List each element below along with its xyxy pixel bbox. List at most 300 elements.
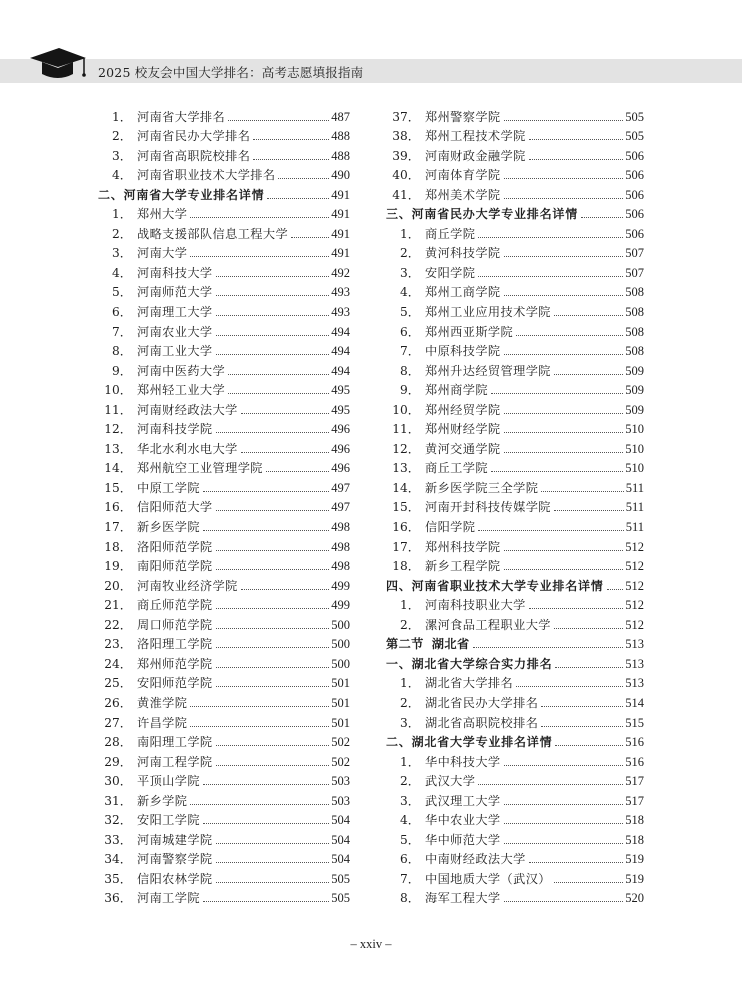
toc-entry [386,417,644,437]
dot-leader [529,139,624,140]
toc-entry-label: 河南工程学院 [137,754,213,769]
toc-page-number: 495 [331,402,350,417]
toc-entry-number: 13． [104,441,132,456]
toc-entry-number: 2． [400,695,420,710]
toc-entry-label: 河南省职业技术大学排名 [137,168,276,183]
toc-entry [386,886,644,906]
toc-entry [386,554,644,574]
toc-page-number: 501 [331,695,350,710]
dot-leader [541,491,623,492]
section-name: 湖北省 [431,637,470,652]
dot-leader [216,335,330,336]
toc-entry [98,339,350,359]
toc-entry [386,299,644,319]
dot-leader [216,550,330,551]
toc-entry [98,104,350,124]
toc-entry-label: 河南农业大学 [137,324,213,339]
dot-leader [504,256,624,257]
toc-entry-number: 3． [400,793,420,808]
dot-leader [607,589,624,590]
dot-leader [504,178,624,179]
dot-leader [491,471,623,472]
toc-subsection-heading [386,202,644,222]
toc-entry-label: 郑州工程技术学院 [425,129,526,144]
toc-entry-label: 洛阳师范学院 [137,539,213,554]
toc-entry [98,378,350,398]
toc-entry-number: 2． [400,774,420,789]
dot-leader [504,804,624,805]
toc-entry-label: 新乡工程学院 [425,559,501,574]
dot-leader [478,276,623,277]
toc-entry-label: 南阳理工学院 [137,735,213,750]
toc-entry-label: 河南科技学院 [137,422,213,437]
toc-entry [386,241,644,261]
dot-leader [529,159,624,160]
toc-entry [98,808,350,828]
dot-leader [228,393,329,394]
toc-entry-number: 25． [104,676,132,691]
toc-entry [98,671,350,691]
toc-entry [98,260,350,280]
dot-leader [216,315,330,316]
toc-entry [98,827,350,847]
toc-page-number: 514 [625,695,644,710]
toc-entry-label: 商丘师范学院 [137,598,213,613]
toc-page-number: 494 [331,363,350,378]
toc-entry [98,514,350,534]
toc-entry-label: 新乡医学院三全学院 [425,480,539,495]
dot-leader [190,804,329,805]
toc-entry-number: 12． [392,441,420,456]
toc-page-number: 519 [625,852,644,867]
toc-page-number: 496 [331,461,350,476]
toc-entry-label: 郑州经贸学院 [425,402,501,417]
toc-entry-number: 10． [392,402,420,417]
toc-entry-number: 4． [400,813,420,828]
toc-page-number: 507 [625,246,644,261]
dot-leader [491,393,623,394]
toc-page-number: 506 [625,187,644,202]
dot-leader [516,686,623,687]
toc-entry-number: 1． [400,754,420,769]
toc-entry-label: 河南理工大学 [137,305,213,320]
toc-entry [98,299,350,319]
toc-page-number: 516 [625,735,644,750]
toc-entry-label: 四、河南省职业技术大学专业排名详情 [386,578,604,593]
toc-entry-number: 11． [392,422,420,437]
toc-entry [386,319,644,339]
toc-page-number: 505 [625,109,644,124]
toc-entry [98,690,350,710]
dot-leader [216,686,330,687]
toc-entry-number: 7． [112,324,132,339]
toc-entry-label: 湖北省民办大学排名 [425,695,539,710]
dot-leader [516,335,623,336]
dot-leader [529,608,624,609]
dot-leader [216,569,330,570]
toc-page-number: 509 [625,363,644,378]
toc-entry [386,593,644,613]
toc-page-number: 499 [331,578,350,593]
toc-entry-number: 30． [104,774,132,789]
toc-entry-number: 31． [104,793,132,808]
toc-entry [386,104,644,124]
toc-entry [98,475,350,495]
toc-entry-number: 36． [104,891,132,906]
toc-entry-label: 郑州大学 [137,207,188,222]
toc-page-number: 508 [625,305,644,320]
toc-entry [386,124,644,144]
dot-leader [203,491,329,492]
toc-entry [98,495,350,515]
toc-page-number: 506 [625,168,644,183]
toc-entry [98,573,350,593]
toc-entry-number: 3． [400,265,420,280]
page-number: – xxiv – [350,937,392,951]
toc-entry [386,143,644,163]
toc-entry-label: 安阳师范学院 [137,676,213,691]
toc-entry-number: 3． [400,715,420,730]
toc-entry [98,436,350,456]
toc-entry [386,671,644,691]
toc-entry [386,514,644,534]
toc-page-number: 488 [331,129,350,144]
dot-leader [203,784,329,785]
toc-entry-number: 40． [392,168,420,183]
toc-page-number: 506 [625,207,644,222]
toc-entry-number: 21． [104,598,132,613]
toc-entry [386,788,644,808]
toc-page-number: 504 [331,832,350,847]
toc-entry [98,417,350,437]
dot-leader [504,823,624,824]
section-number: 第二节 [386,637,424,652]
toc-entry-number: 28． [104,735,132,750]
toc-entry-label: 一、湖北省大学综合实力排名 [386,656,553,671]
toc-entry [98,847,350,867]
toc-page-number: 488 [331,148,350,163]
toc-entry-label: 中原工学院 [137,480,200,495]
toc-page-number: 500 [331,637,350,652]
dot-leader [529,862,624,863]
toc-page-number: 516 [625,754,644,769]
dot-leader [554,510,624,511]
dot-leader [554,882,623,883]
toc-entry-label: 周口师范学院 [137,617,213,632]
toc-page-number: 510 [625,461,644,476]
toc-entry-number: 2． [400,617,420,632]
toc-page-number: 513 [625,656,644,671]
toc-page-number: 491 [331,207,350,222]
toc-entry-number: 3． [112,246,132,261]
toc-entry-number: 7． [400,871,420,886]
toc-entry-number: 9． [112,363,132,378]
dot-leader [190,217,329,218]
toc-entry-label: 郑州升达经贸管理学院 [425,363,551,378]
dot-leader [278,178,329,179]
toc-entry-label: 黄河科技学院 [425,246,501,261]
toc-page-number: 494 [331,344,350,359]
toc-entry-number: 24． [104,656,132,671]
toc-entry-number: 18． [392,559,420,574]
toc-entry [98,593,350,613]
toc-entry-number: 4． [400,285,420,300]
toc-entry [98,866,350,886]
dot-leader [216,608,330,609]
toc-entry [386,808,644,828]
dot-leader [190,706,329,707]
toc-entry [386,866,644,886]
toc-entry [98,632,350,652]
toc-entry-number: 2． [112,129,132,144]
toc-entry-number: 3． [112,148,132,163]
toc-entry-number: 8． [400,363,420,378]
toc-page-number: 508 [625,344,644,359]
toc-page-number: 503 [331,793,350,808]
toc-page-number: 508 [625,324,644,339]
toc-entry-label: 河南师范大学 [137,285,213,300]
toc-entry-label: 二、河南省大学专业排名详情 [98,187,265,202]
toc-entry [386,847,644,867]
toc-entry-number: 7． [400,344,420,359]
toc-entry-label: 华中师范大学 [425,832,501,847]
toc-entry-label: 河南牧业经济学院 [137,578,238,593]
dot-leader [216,862,330,863]
toc-entry-number: 5． [400,832,420,847]
toc-entry-number: 22． [104,617,132,632]
toc-entry-label: 武汉理工大学 [425,793,501,808]
toc-entry [386,475,644,495]
dot-leader [504,295,624,296]
dot-leader [504,901,624,902]
toc-entry-label: 三、河南省民办大学专业排名详情 [386,207,579,222]
toc-page-number: 509 [625,402,644,417]
dot-leader [554,374,623,375]
toc-page-number: 518 [625,813,644,828]
toc-entry-label: 华中科技大学 [425,754,501,769]
toc-entry-label: 河南大学 [137,246,188,261]
dot-leader [504,413,624,414]
toc-entry-number: 9． [400,383,420,398]
toc-page-number: 512 [625,539,644,554]
toc-entry [98,143,350,163]
toc-entry-number: 17． [392,539,420,554]
toc-page-number: 512 [625,578,644,593]
dot-leader [504,198,624,199]
toc-page-number: 498 [331,520,350,535]
toc-page-number: 496 [331,441,350,456]
toc-entry [386,749,644,769]
toc-entry [386,339,644,359]
toc-entry-label: 中南财经政法大学 [425,852,526,867]
toc-entry-label: 信阳农林学院 [137,871,213,886]
toc-page-number: 502 [331,735,350,750]
dot-leader [541,706,623,707]
toc-entry-label: 武汉大学 [425,774,476,789]
toc-entry-label: 郑州工商学院 [425,285,501,300]
toc-entry [386,827,644,847]
toc-page-number: 515 [625,715,644,730]
dot-leader [216,295,330,296]
toc-entry [386,182,644,202]
toc-entry [98,886,350,906]
running-header-title: 2025 校友会中国大学排名：高考志愿填报指南 [98,65,364,80]
toc-entry-number: 1． [112,207,132,222]
toc-entry-label: 河南科技职业大学 [425,598,526,613]
toc-entry-number: 14． [392,480,420,495]
toc-entry-number: 4． [112,168,132,183]
dot-leader [241,413,330,414]
toc-entry-number: 6． [112,305,132,320]
toc-entry-label: 平顶山学院 [137,774,200,789]
toc-entry-number: 27． [104,715,132,730]
toc-page-number: 510 [625,441,644,456]
dot-leader [555,745,623,746]
toc-page-number: 495 [331,383,350,398]
dot-leader [253,139,329,140]
toc-page-number: 507 [625,265,644,280]
toc-page-number: 513 [625,637,644,652]
toc-entry-label: 洛阳理工学院 [137,637,213,652]
dot-leader [216,276,330,277]
toc-entry [386,612,644,632]
toc-page-number: 501 [331,676,350,691]
toc-entry-label: 河南中医药大学 [137,363,226,378]
toc-entry [386,280,644,300]
toc-page-number: 491 [331,246,350,261]
toc-entry [386,378,644,398]
toc-entry-number: 2． [112,226,132,241]
toc-entry [98,124,350,144]
dot-leader [241,452,330,453]
toc-entry-label: 河南财经政法大学 [137,402,238,417]
toc-entry [98,651,350,671]
toc-entry-label: 海军工程大学 [425,891,501,906]
toc-entry [386,260,644,280]
toc-page-number: 513 [625,676,644,691]
toc-subsection-heading [386,651,644,671]
toc-page-number: 517 [625,793,644,808]
dot-leader [504,120,624,121]
toc-entry-label: 河南省高职院校排名 [137,148,251,163]
toc-entry [386,456,644,476]
toc-entry-label: 郑州警察学院 [425,109,501,124]
toc-entry-number: 18． [104,539,132,554]
dot-leader [203,823,329,824]
toc-entry [386,358,644,378]
dot-leader [541,726,623,727]
toc-page-number: 503 [331,774,350,789]
toc-entry-label: 中国地质大学（武汉） [425,871,551,886]
dot-leader [504,843,624,844]
toc-entry-label: 新乡学院 [137,793,188,808]
toc-entry-number: 5． [400,305,420,320]
toc-subsection-heading [386,730,644,750]
dot-leader [241,589,330,590]
toc-page-number: 511 [625,500,644,515]
toc-entry-label: 郑州师范学院 [137,656,213,671]
toc-entry-label [386,637,470,651]
toc-page-number: 497 [331,480,350,495]
toc-entry [98,554,350,574]
toc-entry-number: 1． [400,226,420,241]
toc-entry-label: 信阳学院 [425,520,476,535]
toc-entry-number: 16． [104,500,132,515]
toc-entry [98,280,350,300]
toc-entry-number: 23． [104,637,132,652]
dot-leader [216,354,330,355]
toc-entry-number: 8． [112,344,132,359]
toc-entry-label: 郑州西亚斯学院 [425,324,514,339]
toc-page-number: 490 [331,168,350,183]
toc-entry-number: 6． [400,852,420,867]
toc-entry [386,221,644,241]
toc-entry-label: 河南工学院 [137,891,200,906]
toc-entry-number: 38． [392,129,420,144]
dot-leader [554,628,623,629]
toc-entry-label: 商丘工学院 [425,461,488,476]
toc-page-number: 492 [331,265,350,280]
dot-leader [228,374,329,375]
toc-page-number: 518 [625,832,644,847]
toc-entry-label: 郑州美术学院 [425,187,501,202]
toc-entry-number: 15． [392,500,420,515]
toc-entry-number: 14． [104,461,132,476]
toc-page-number: 498 [331,559,350,574]
toc-entry [386,534,644,554]
toc-entry [98,456,350,476]
toc-subsection-heading [98,182,350,202]
toc-entry-number: 17． [104,520,132,535]
toc-page-number: 500 [331,656,350,671]
toc-page-number: 512 [625,559,644,574]
toc-entry [386,163,644,183]
toc-page-number: 506 [625,226,644,241]
toc-page-number: 512 [625,617,644,632]
toc-subsection-heading [386,573,644,593]
toc-page-number: 491 [331,187,350,202]
dot-leader [190,256,329,257]
toc-entry-label: 中原科技学院 [425,344,501,359]
toc-page-number: 511 [625,520,644,535]
dot-leader [216,882,330,883]
toc-entry-number: 13． [392,461,420,476]
toc-page-number: 504 [331,852,350,867]
toc-entry [98,397,350,417]
toc-entry-label: 黄河交通学院 [425,441,501,456]
toc-entry-number: 34． [104,852,132,867]
toc-entry-label: 郑州航空工业管理学院 [137,461,263,476]
toc-entry-label: 二、湖北省大学专业排名详情 [386,735,553,750]
toc-entry [386,397,644,417]
toc-entry [98,241,350,261]
dot-leader [504,765,624,766]
dot-leader [203,530,329,531]
dot-leader [555,667,623,668]
toc-entry-label: 河南省大学排名 [137,109,226,124]
toc-entry [386,690,644,710]
toc-entry-number: 26． [104,695,132,710]
toc-entry-label: 华北水利水电大学 [137,441,238,456]
toc-page-number: 501 [331,715,350,730]
toc-entry-label: 郑州财经学院 [425,422,501,437]
toc-entry-label: 黄淮学院 [137,695,188,710]
toc-entry-label: 河南体育学院 [425,168,501,183]
toc-entry [98,163,350,183]
dot-leader [504,569,624,570]
toc-page-number: 517 [625,774,644,789]
toc-entry-label: 郑州工业应用技术学院 [425,305,551,320]
